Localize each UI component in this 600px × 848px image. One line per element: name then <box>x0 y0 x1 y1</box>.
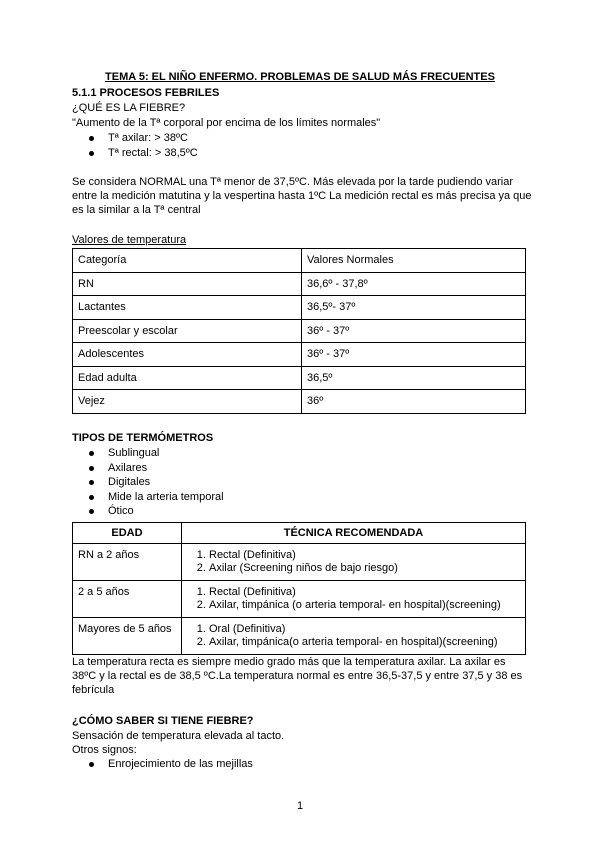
fever-definition: "Aumento de la Tª corporal por encima de los límites normales" <box>72 117 381 129</box>
section-heading: 5.1.1 PROCESOS FEBRILES <box>72 87 220 99</box>
fever-detection-heading: ¿CÓMO SABER SI TIENE FIEBRE? <box>72 715 254 727</box>
list-item: Ótico <box>72 504 224 519</box>
list-item: Axilares <box>72 461 224 476</box>
list-item: 1. Rectal (Definitiva) <box>209 586 520 599</box>
table-row <box>73 544 526 581</box>
value-cell: 36º - 37º <box>302 343 526 367</box>
value-cell: 36,6º - 37,8º <box>302 272 526 296</box>
technique-list <box>187 549 520 575</box>
value-cell: 36,5º <box>302 366 526 390</box>
document-title: TEMA 5: EL NIÑO ENFERMO. PROBLEMAS DE SALUD MÁS FRECUENTES <box>105 71 495 83</box>
list-item: 1. Rectal (Definitiva) <box>209 549 520 562</box>
table-row <box>73 581 526 618</box>
category-cell: Adolescentes <box>73 343 302 367</box>
technique-cell <box>182 618 526 655</box>
table-row <box>73 343 526 367</box>
list-item: Tª rectal: > 38,5ºC <box>72 146 198 161</box>
age-cell: RN a 2 años <box>73 544 182 581</box>
age-cell: 2 a 5 años <box>73 581 182 618</box>
rectal-vs-axillary-paragraph: La temperatura recta es siempre medio grado más que la temperatura axilar. La axilar es 38ºC y la rectal es de 38,5 ºC.La temperatura normal es entre 36,5-37,5 y entre 37,5 y 38 es febrícula <box>72 656 523 696</box>
temp-table-caption: Valores de temperatura <box>72 234 187 246</box>
question-heading: ¿QUÉ ES LA FIEBRE? <box>72 102 186 114</box>
value-cell: 36º <box>302 390 526 414</box>
technique-cell <box>182 544 526 581</box>
thermometers-heading: TIPOS DE TERMÓMETROS <box>72 432 214 444</box>
temperature-values-table <box>72 248 526 414</box>
list-item: Enrojecimiento de las mejillas <box>72 757 253 772</box>
table-row <box>73 296 526 320</box>
recommended-technique-table <box>72 522 526 655</box>
page-number: 1 <box>296 800 304 812</box>
table-row <box>73 618 526 655</box>
technique-list <box>187 586 520 612</box>
table-row <box>73 319 526 343</box>
list-item: 2. Axilar, timpánica(o arteria temporal- en hospital)(screening) <box>209 636 520 649</box>
list-item: Sublingual <box>72 446 224 461</box>
list-item: Digitales <box>72 475 224 490</box>
sensation-text: Sensación de temperatura elevada al tacto. <box>72 730 285 742</box>
category-cell: Vejez <box>73 390 302 414</box>
list-item: Mide la arteria temporal <box>72 490 224 505</box>
thermometer-types-list <box>72 446 224 519</box>
table-header-cell: Categoría <box>73 249 302 273</box>
table-header-cell: TÉCNICA RECOMENDADA <box>182 523 526 544</box>
category-cell: Lactantes <box>73 296 302 320</box>
other-signs-label: Otros signos: <box>72 744 137 756</box>
list-item: Tª axilar: > 38ºC <box>72 131 198 146</box>
value-cell: 36º - 37º <box>302 319 526 343</box>
list-item: 2. Axilar (Screening niños de bajo riesgo) <box>209 562 520 575</box>
age-cell: Mayores de 5 años <box>73 618 182 655</box>
table-header-row <box>73 249 526 273</box>
category-cell: RN <box>73 272 302 296</box>
list-item: 1. Oral (Definitiva) <box>209 623 520 636</box>
normal-temperature-paragraph: Se considera NORMAL una Tª menor de 37,5ºC. Más elevada por la tarde pudiendo variar entre la medición matutina y la vespertina hasta 1ºC La medición rectal es más precisa ya que es la similar a la Tª central <box>72 176 532 216</box>
table-row <box>73 272 526 296</box>
category-cell: Preescolar y escolar <box>73 319 302 343</box>
other-signs-list <box>72 757 253 772</box>
table-row <box>73 390 526 414</box>
table-header-cell: Valores Normales <box>302 249 526 273</box>
category-cell: Edad adulta <box>73 366 302 390</box>
fever-threshold-list <box>72 131 198 160</box>
list-item: 2. Axilar, timpánica (o arteria temporal- en hospital)(screening) <box>209 599 520 612</box>
technique-cell <box>182 581 526 618</box>
table-header-cell: EDAD <box>73 523 182 544</box>
table-row <box>73 366 526 390</box>
value-cell: 36,5º- 37º <box>302 296 526 320</box>
table-header-row <box>73 523 526 544</box>
technique-list <box>187 623 520 649</box>
